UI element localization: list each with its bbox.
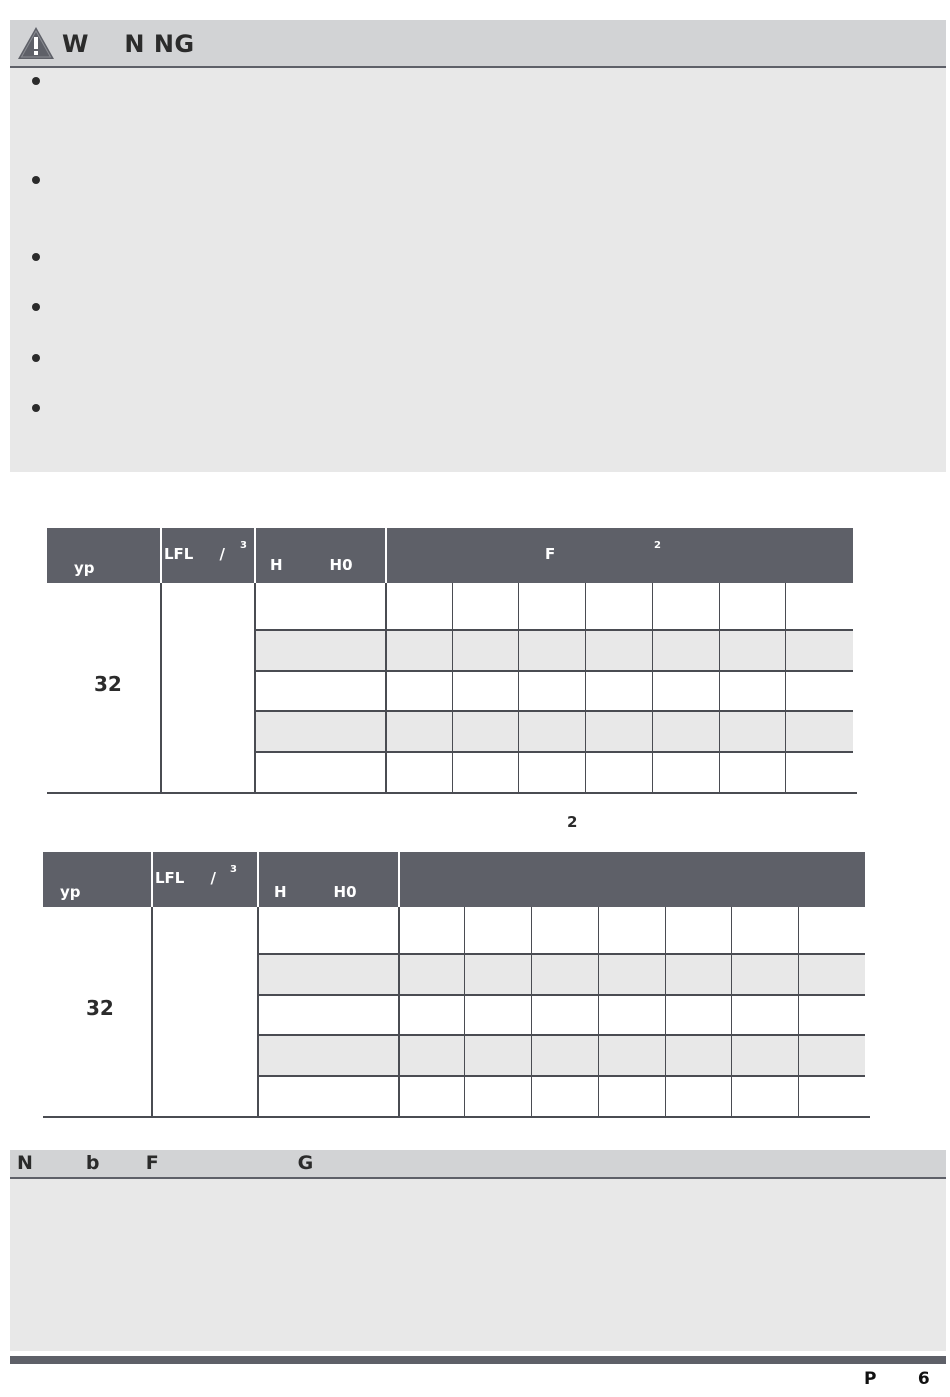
warning-body bbox=[10, 68, 946, 472]
page-number: P 6 bbox=[864, 1369, 930, 1389]
table1-col-f: F bbox=[545, 545, 556, 563]
table1-col-lfl: LFL / bbox=[164, 545, 225, 563]
table1-col-f-sup: 2 bbox=[654, 540, 661, 551]
bullet-5 bbox=[32, 354, 40, 362]
note-header bbox=[10, 1150, 946, 1179]
table1-header bbox=[47, 528, 853, 583]
warning-triangle-icon bbox=[17, 26, 55, 60]
bullet-2 bbox=[32, 176, 40, 184]
note-body bbox=[10, 1179, 946, 1351]
table2-col-h: H H0 bbox=[274, 883, 357, 901]
bullet-1 bbox=[32, 77, 40, 85]
table1-col-lfl-sup: 3 bbox=[240, 540, 247, 551]
table2-col-lfl-sup: 3 bbox=[230, 864, 237, 875]
table2-col-type: yp bbox=[60, 883, 81, 901]
bullet-6 bbox=[32, 404, 40, 412]
bullet-4 bbox=[32, 303, 40, 311]
bullet-3 bbox=[32, 253, 40, 261]
table2-col-lfl: LFL / bbox=[155, 869, 216, 887]
table2-type-value: 32 bbox=[86, 996, 114, 1020]
warning-title: W N NG bbox=[62, 30, 195, 58]
footer-bar bbox=[10, 1356, 946, 1364]
table1-col-h: H H0 bbox=[270, 556, 353, 574]
table2-header bbox=[43, 852, 865, 907]
warning-header bbox=[10, 20, 946, 68]
table1-col-type: yp bbox=[74, 559, 95, 577]
table1-type-value: 32 bbox=[94, 672, 122, 696]
between-tables-label: 2 bbox=[567, 813, 578, 831]
note-title: N b F G bbox=[17, 1152, 314, 1174]
